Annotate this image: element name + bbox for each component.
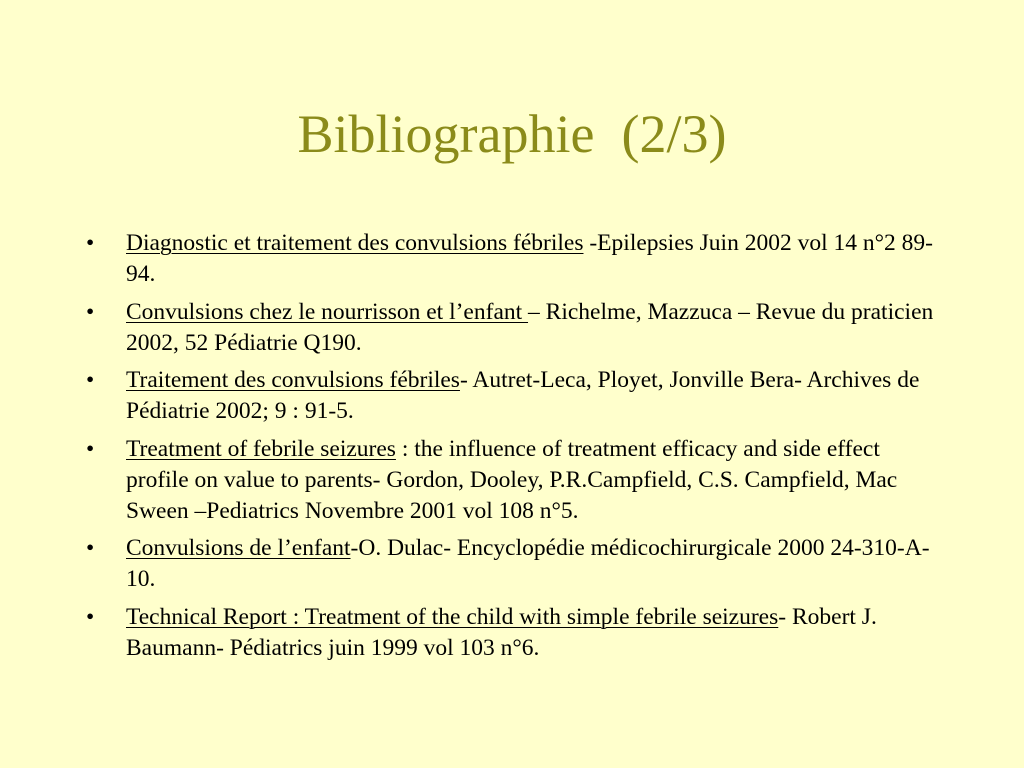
reference-details: -O. Dulac- Encyclopédie médicochirurgicale 2000 24-310-A-10.	[126, 535, 930, 592]
reference-details: – Richelme, Mazzuca – Revue du praticien 2002, 52 Pédiatrie Q190.	[126, 298, 934, 356]
reference-details: -Epilepsies Juin 2002 vol 14 n°2 89-94.	[126, 230, 933, 287]
reference-item	[86, 365, 946, 427]
reference-details: - Robert J. Baumann- Pédiatrics juin 1999 vol 103 n°6.	[126, 603, 877, 661]
slide-title: Bibliographie (2/3)	[297, 104, 727, 164]
bullet-icon: •	[86, 298, 95, 325]
reference-title: Technical Report : Treatment of the child with simple febrile seizures	[126, 603, 779, 630]
reference-title: Treatment of febrile seizures	[126, 435, 396, 462]
reference-item	[86, 297, 946, 359]
reference-item	[86, 533, 946, 595]
reference-title: Traitement des convulsions fébriles	[126, 367, 460, 393]
reference-item	[86, 228, 946, 290]
reference-list	[86, 228, 946, 670]
bullet-icon: •	[86, 535, 95, 561]
reference-title: Diagnostic et traitement des convulsions fébriles	[126, 230, 584, 256]
bullet-icon: •	[86, 603, 95, 630]
reference-item	[86, 434, 946, 527]
reference-title: Convulsions chez le nourrisson et l’enfant	[126, 298, 529, 325]
reference-details: : the influence of treatment efficacy and side effect profile on value to parents- Gordon, Dooley, P.R.Campfield, C.S. Campfield, Mac Sween –Pediatrics Novembre 2001 vol 108 n°5.	[126, 435, 898, 524]
bullet-icon: •	[86, 230, 95, 256]
bullet-icon: •	[86, 435, 95, 462]
reference-item	[86, 602, 946, 664]
bullet-icon: •	[86, 367, 95, 393]
reference-details: - Autret-Leca, Ployet, Jonville Bera- Archives de Pédiatrie 2002; 9 : 91-5.	[126, 367, 920, 424]
reference-title: Convulsions de l’enfant	[126, 535, 351, 561]
